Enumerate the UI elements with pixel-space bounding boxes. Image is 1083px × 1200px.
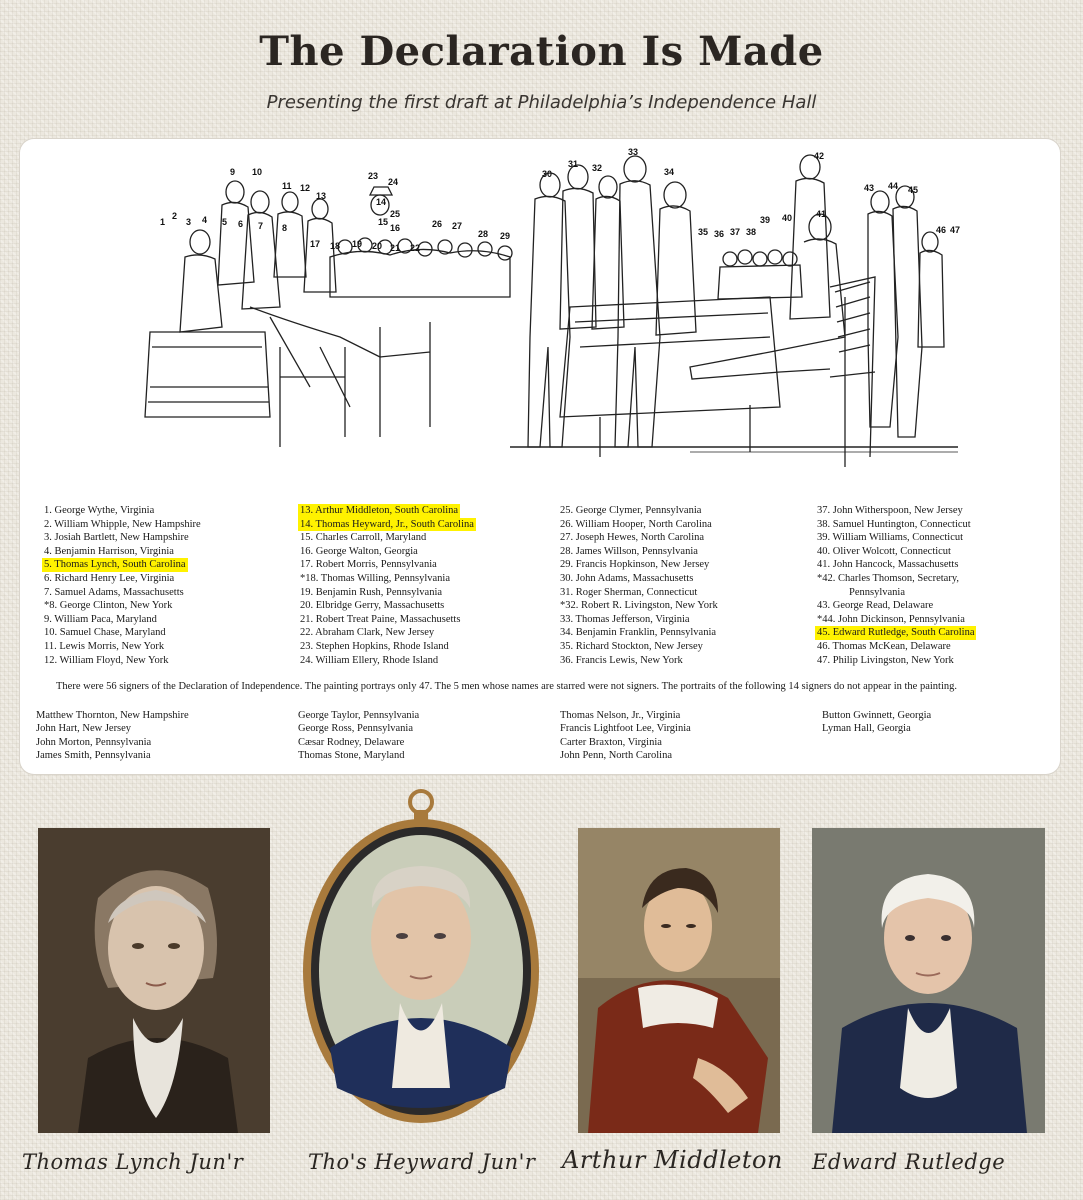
painting-number-label: 27 (452, 221, 463, 231)
missing-signer: Button Gwinnett, Georgia (822, 710, 932, 721)
portrait-thomas-lynch (38, 828, 270, 1133)
key-entry: 2. William Whipple, New Hampshire (44, 518, 201, 530)
painting-number-label: 2 (172, 211, 178, 221)
key-entry: 37. John Witherspoon, New Jersey (817, 505, 963, 516)
missing-signer: George Ross, Pennsylvania (298, 723, 414, 735)
key-entry: 29. Francis Hopkinson, New Jersey (560, 559, 710, 571)
signature-thomas-lynch: Thomas Lynch Jun'r (22, 1150, 244, 1174)
painting-number-label: 45 (908, 185, 919, 195)
painting-number-label: 47 (950, 225, 960, 235)
key-entry: 46. Thomas McKean, Delaware (817, 640, 951, 652)
page-title: The Declaration Is Made (259, 28, 824, 75)
missing-signer: Thomas Nelson, Jr., Virginia (560, 710, 681, 721)
key-entry: 17. Robert Morris, Pennsylvania (300, 559, 437, 571)
painting-number-label: 39 (760, 215, 771, 225)
painting-number-label: 28 (478, 229, 489, 239)
painting-number-label: 11 (282, 181, 292, 191)
key-entry: 36. Francis Lewis, New York (560, 654, 683, 666)
missing-signer: Lyman Hall, Georgia (822, 723, 911, 735)
painting-number-label: 30 (542, 169, 553, 179)
key-entry: 27. Joseph Hewes, North Carolina (560, 532, 705, 544)
key-column-1 (42, 504, 203, 667)
key-entry: 10. Samuel Chase, Maryland (44, 627, 166, 639)
key-entry: *42. Charles Thomson, Secretary, (817, 572, 960, 584)
painting-number-label: 40 (782, 213, 793, 223)
painting-number-label: 21 (390, 243, 401, 253)
missing-signer: George Taylor, Pennsylvania (298, 710, 420, 721)
missing-signers-column-2 (298, 709, 419, 763)
key-entry: 47. Philip Livingston, New York (817, 654, 954, 666)
missing-signer: Francis Lightfoot Lee, Virginia (560, 723, 691, 735)
painting-number-label: 35 (698, 227, 709, 237)
key-entry: *8. George Clinton, New York (44, 600, 173, 612)
key-entry-highlighted: 14. Thomas Heyward, Jr., South Carolina (300, 518, 474, 530)
key-entry: 43. George Read, Delaware (817, 600, 934, 612)
missing-signers-column-3 (560, 709, 691, 763)
signature-arthur-middleton: Arthur Middleton (562, 1146, 783, 1174)
portrait-edward-rutledge (812, 828, 1045, 1133)
key-entry: 6. Richard Henry Lee, Virginia (44, 572, 175, 584)
key-column-2 (298, 504, 476, 667)
missing-signer: Matthew Thornton, New Hampshire (36, 710, 189, 721)
painting-number-label: 38 (746, 227, 757, 237)
missing-signer: Carter Braxton, Virginia (560, 736, 662, 748)
key-entry-highlighted: 5. Thomas Lynch, South Carolina (44, 559, 186, 571)
missing-signers-column-1 (36, 709, 189, 763)
key-entry: 16. George Walton, Georgia (300, 545, 418, 557)
key-entry: 19. Benjamin Rush, Pennsylvania (300, 586, 443, 598)
missing-signer: John Penn, North Carolina (560, 750, 672, 762)
painting-number-label: 23 (368, 171, 379, 181)
key-entry: 39. William Williams, Connecticut (817, 532, 964, 544)
painting-number-label: 32 (592, 163, 603, 173)
key-entry: 31. Roger Sherman, Connecticut (560, 586, 698, 598)
key-entry: 15. Charles Carroll, Maryland (300, 532, 427, 544)
painting-number-label: 7 (258, 221, 264, 231)
painting-number-label: 34 (664, 167, 675, 177)
painting-number-label: 6 (238, 219, 244, 229)
painting-number-label: 25 (390, 209, 401, 219)
missing-signer: James Smith, Pennsylvania (36, 750, 151, 762)
key-entry: 26. William Hooper, North Carolina (560, 518, 712, 530)
painting-number-label: 10 (252, 167, 263, 177)
painting-number-label: 15 (378, 217, 389, 227)
page-subtitle: Presenting the first draft at Philadelphia’s Independence Hall (266, 92, 817, 113)
painting-number-label: 42 (814, 151, 825, 161)
painting-number-label: 36 (714, 229, 725, 239)
key-entry: *18. Thomas Willing, Pennsylvania (300, 572, 450, 584)
painting-number-label: 12 (300, 183, 311, 193)
key-entry: 11. Lewis Morris, New York (44, 640, 165, 652)
painting-number-label: 17 (310, 239, 321, 249)
missing-signer: John Hart, New Jersey (36, 723, 132, 735)
painting-number-label: 8 (282, 223, 288, 233)
key-entry: 24. William Ellery, Rhode Island (300, 654, 439, 666)
key-entry: *44. John Dickinson, Pennsylvania (817, 613, 965, 625)
key-entry: 20. Elbridge Gerry, Massachusetts (300, 600, 445, 612)
painting-line-drawing (130, 147, 960, 487)
painting-number-label: 3 (186, 217, 192, 227)
key-entry: 12. William Floyd, New York (44, 654, 169, 666)
key-entry-highlighted: 13. Arthur Middleton, South Carolina (300, 505, 459, 516)
missing-signer: John Morton, Pennsylvania (36, 736, 152, 748)
painting-number-label: 29 (500, 231, 511, 241)
painting-number-label: 31 (568, 159, 579, 169)
painting-number-label: 44 (888, 181, 899, 191)
painting-number-label: 14 (376, 197, 387, 207)
portrait-arthur-middleton (578, 828, 780, 1133)
key-panel (20, 139, 1060, 774)
key-entry: 1. George Wythe, Virginia (44, 505, 155, 516)
key-entry: 25. George Clymer, Pennsylvania (560, 505, 702, 516)
key-entry: 21. Robert Treat Paine, Massachusetts (300, 613, 461, 625)
key-entry: 9. William Paca, Maryland (44, 613, 157, 625)
signers-note: There were 56 signers of the Declaration of Independence. The painting portrays only 47. The 5 men whose names are starred were not signers. The portraits of the following 14 signers do not appear in the painting. (56, 681, 957, 692)
painting-number-label: 26 (432, 219, 443, 229)
painting-number-label: 13 (316, 191, 327, 201)
key-entry: 38. Samuel Huntington, Connecticut (817, 518, 971, 530)
painting-number-label: 19 (352, 239, 363, 249)
key-entry: 4. Benjamin Harrison, Virginia (44, 545, 174, 557)
painting-number-label: 41 (816, 209, 827, 219)
key-entry: 30. John Adams, Massachusetts (560, 572, 694, 584)
key-entry: 22. Abraham Clark, New Jersey (300, 627, 435, 639)
painting-number-label: 18 (330, 241, 341, 251)
key-entry: 28. James Willson, Pennsylvania (560, 545, 698, 557)
key-entry: *32. Robert R. Livingston, New York (560, 600, 718, 612)
painting-number-label: 1 (160, 217, 166, 227)
missing-signer: Thomas Stone, Maryland (298, 750, 405, 762)
portrait-thomas-heyward (300, 788, 542, 1128)
signature-thomas-heyward: Tho's Heyward Jun'r (308, 1150, 536, 1174)
painting-number-label: 37 (730, 227, 741, 237)
key-entry: 7. Samuel Adams, Massachusetts (44, 586, 184, 598)
key-column-3 (558, 504, 720, 667)
painting-number-label: 4 (202, 215, 208, 225)
painting-number-label: 33 (628, 147, 639, 157)
missing-signer: Cæsar Rodney, Delaware (298, 736, 405, 748)
key-entry: Pennsylvania (849, 586, 905, 598)
painting-number-label: 5 (222, 217, 228, 227)
key-entry: 23. Stephen Hopkins, Rhode Island (300, 640, 449, 652)
painting-number-label: 20 (372, 241, 383, 251)
missing-signers-column-4 (822, 709, 931, 736)
key-entry: 3. Josiah Bartlett, New Hampshire (44, 532, 189, 544)
key-entry: 41. John Hancock, Massachusetts (817, 559, 959, 571)
key-entry-highlighted: 45. Edward Rutledge, South Carolina (817, 627, 975, 639)
painting-number-label: 24 (388, 177, 399, 187)
signature-edward-rutledge: Edward Rutledge (812, 1150, 1006, 1174)
painting-number-label: 22 (410, 243, 421, 253)
key-entry: 40. Oliver Wolcott, Connecticut (817, 545, 951, 557)
key-entry: 35. Richard Stockton, New Jersey (560, 640, 703, 652)
key-column-4 (815, 504, 976, 667)
key-entry: 33. Thomas Jefferson, Virginia (560, 613, 690, 625)
painting-number-label: 9 (230, 167, 236, 177)
painting-number-label: 16 (390, 223, 401, 233)
key-entry: 34. Benjamin Franklin, Pennsylvania (560, 627, 717, 639)
painting-number-label: 46 (936, 225, 947, 235)
painting-number-label: 43 (864, 183, 875, 193)
